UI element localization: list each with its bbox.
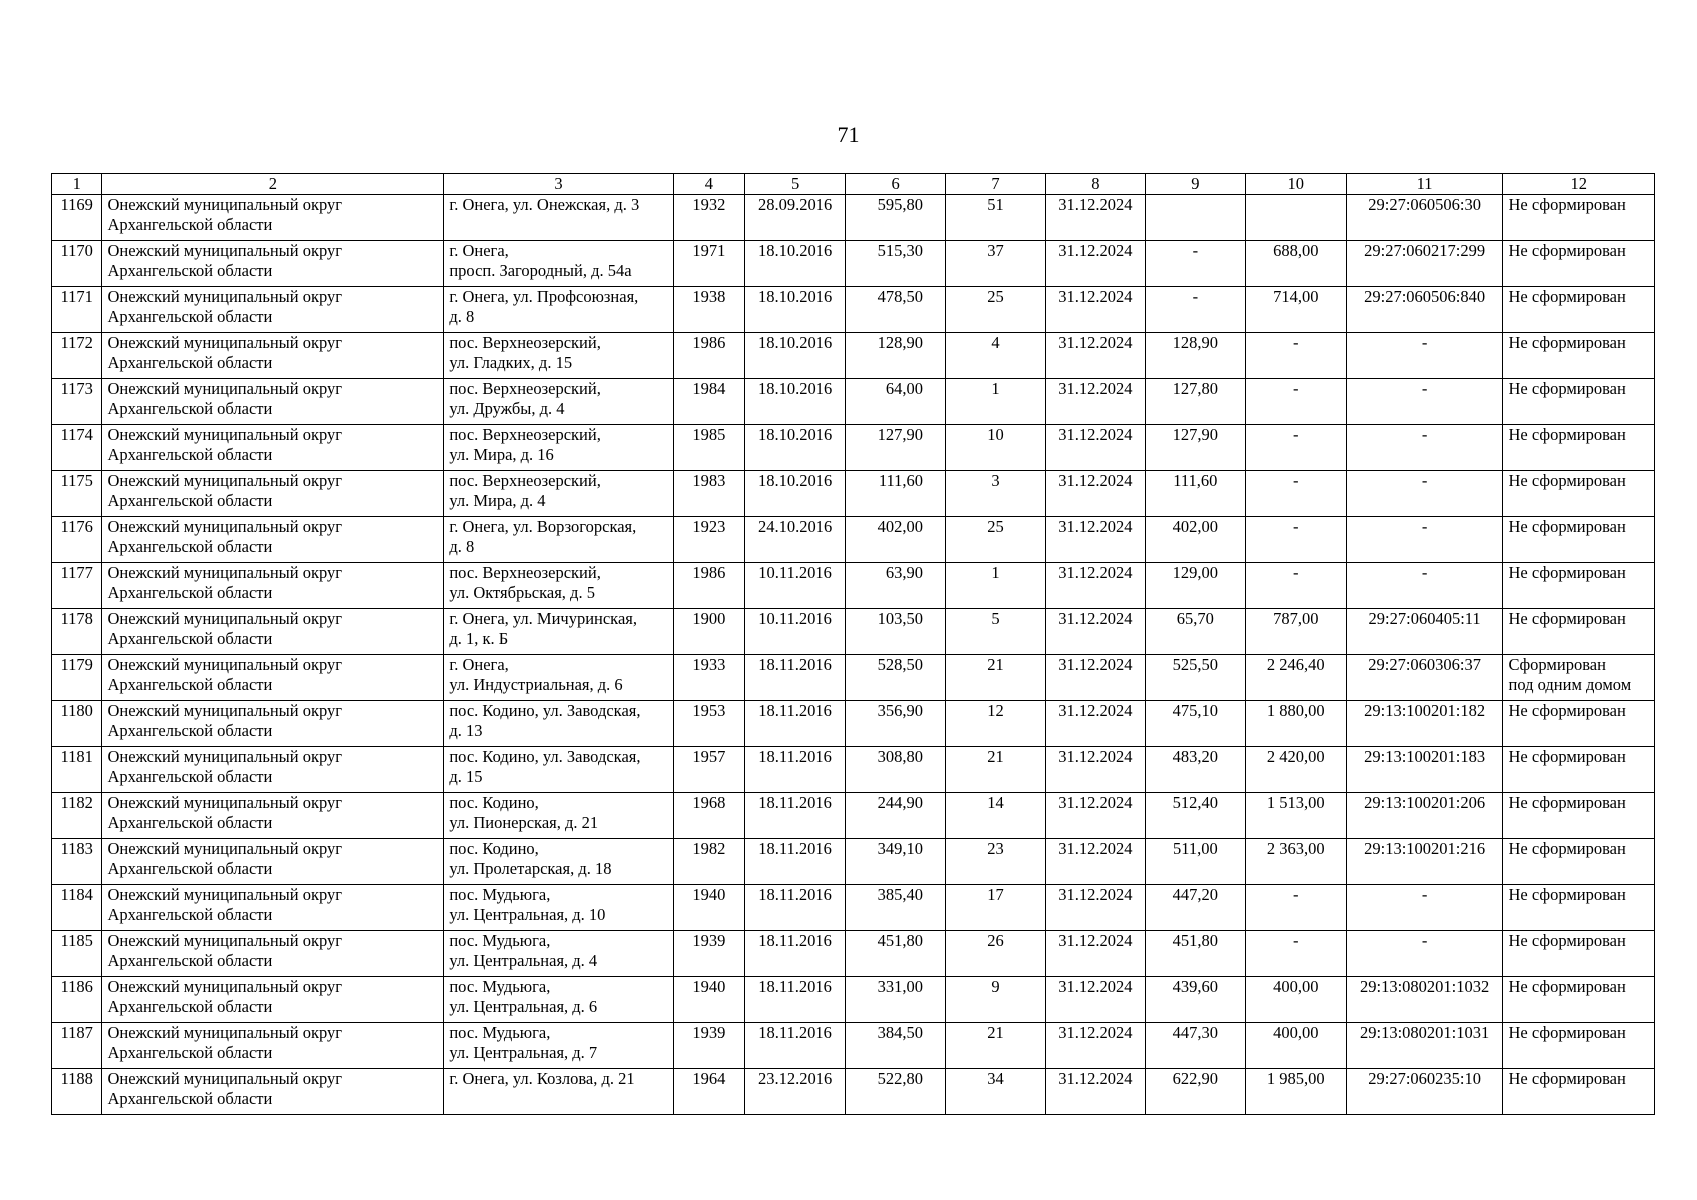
deadline-cell: 31.12.2024 (1045, 379, 1145, 425)
address-cell: пос. Кодино, ул. Пионерская, д. 21 (444, 793, 673, 839)
plot-status-cell: Не сформирован (1503, 517, 1655, 563)
date-cell: 24.10.2016 (745, 517, 846, 563)
plot-area-cell: 714,00 (1245, 287, 1346, 333)
row-number-cell: 1176 (52, 517, 102, 563)
cadastral-number-cell: 29:27:060235:10 (1346, 1069, 1503, 1115)
land-area-cell: 447,30 (1145, 1023, 1245, 1069)
year-built-cell: 1984 (673, 379, 745, 425)
row-number-cell: 1187 (52, 1023, 102, 1069)
deadline-cell: 31.12.2024 (1045, 839, 1145, 885)
cadastral-number-cell: 29:27:060217:299 (1346, 241, 1503, 287)
plot-status-cell: Не сформирован (1503, 747, 1655, 793)
address-cell: пос. Верхнеозерский, ул. Дружбы, д. 4 (444, 379, 673, 425)
land-area-cell: 65,70 (1145, 609, 1245, 655)
deadline-cell: 31.12.2024 (1045, 517, 1145, 563)
table-row (52, 241, 1655, 287)
row-number-cell: 1178 (52, 609, 102, 655)
cadastral-number-cell: 29:27:060306:37 (1346, 655, 1503, 701)
cadastral-number-cell: 29:13:080201:1031 (1346, 1023, 1503, 1069)
deadline-cell: 31.12.2024 (1045, 471, 1145, 517)
deadline-cell: 31.12.2024 (1045, 333, 1145, 379)
year-built-cell: 1986 (673, 333, 745, 379)
land-area-cell: 483,20 (1145, 747, 1245, 793)
cadastral-number-cell: 29:27:060506:30 (1346, 195, 1503, 241)
column-number-row (52, 174, 1655, 195)
date-cell: 18.11.2016 (745, 793, 846, 839)
plot-area-cell: - (1245, 471, 1346, 517)
table-row (52, 195, 1655, 241)
cadastral-number-cell: 29:13:100201:183 (1346, 747, 1503, 793)
date-cell: 18.10.2016 (745, 333, 846, 379)
housing-registry-table (51, 173, 1655, 1115)
year-built-cell: 1933 (673, 655, 745, 701)
table-row (52, 471, 1655, 517)
column-number-header: 10 (1245, 174, 1346, 195)
table-row (52, 1023, 1655, 1069)
table-row (52, 977, 1655, 1023)
row-number-cell: 1182 (52, 793, 102, 839)
row-number-cell: 1181 (52, 747, 102, 793)
address-cell: пос. Верхнеозерский, ул. Мира, д. 16 (444, 425, 673, 471)
plot-status-cell: Не сформирован (1503, 563, 1655, 609)
municipality-cell: Онежский муниципальный округ Архангельской области (102, 1023, 444, 1069)
plot-area-cell: 2 420,00 (1245, 747, 1346, 793)
date-cell: 18.11.2016 (745, 747, 846, 793)
plot-status-cell: Не сформирован (1503, 195, 1655, 241)
plot-status-cell: Не сформирован (1503, 1069, 1655, 1115)
area-cell: 128,90 (846, 333, 946, 379)
residents-cell: 1 (946, 379, 1046, 425)
table-row (52, 517, 1655, 563)
row-number-cell: 1186 (52, 977, 102, 1023)
residents-cell: 37 (946, 241, 1046, 287)
cadastral-number-cell: - (1346, 563, 1503, 609)
column-number-header: 1 (52, 174, 102, 195)
row-number-cell: 1184 (52, 885, 102, 931)
municipality-cell: Онежский муниципальный округ Архангельской области (102, 609, 444, 655)
address-cell: пос. Мудьюга, ул. Центральная, д. 10 (444, 885, 673, 931)
year-built-cell: 1985 (673, 425, 745, 471)
plot-status-cell: Не сформирован (1503, 471, 1655, 517)
address-cell: пос. Верхнеозерский, ул. Октябрьская, д. 5 (444, 563, 673, 609)
date-cell: 18.10.2016 (745, 241, 846, 287)
area-cell: 244,90 (846, 793, 946, 839)
address-cell: г. Онега, ул. Ворзогорская, д. 8 (444, 517, 673, 563)
row-number-cell: 1177 (52, 563, 102, 609)
residents-cell: 21 (946, 655, 1046, 701)
area-cell: 385,40 (846, 885, 946, 931)
deadline-cell: 31.12.2024 (1045, 1069, 1145, 1115)
row-number-cell: 1170 (52, 241, 102, 287)
column-number-header: 7 (946, 174, 1046, 195)
column-number-header: 6 (846, 174, 946, 195)
plot-status-cell: Не сформирован (1503, 885, 1655, 931)
residents-cell: 51 (946, 195, 1046, 241)
deadline-cell: 31.12.2024 (1045, 977, 1145, 1023)
table-row (52, 287, 1655, 333)
municipality-cell: Онежский муниципальный округ Архангельской области (102, 701, 444, 747)
deadline-cell: 31.12.2024 (1045, 655, 1145, 701)
address-cell: пос. Верхнеозерский, ул. Гладких, д. 15 (444, 333, 673, 379)
cadastral-number-cell: - (1346, 379, 1503, 425)
date-cell: 18.10.2016 (745, 425, 846, 471)
table-row (52, 379, 1655, 425)
address-cell: пос. Мудьюга, ул. Центральная, д. 4 (444, 931, 673, 977)
column-number-header: 3 (444, 174, 673, 195)
year-built-cell: 1986 (673, 563, 745, 609)
cadastral-number-cell: 29:13:100201:216 (1346, 839, 1503, 885)
table-row (52, 885, 1655, 931)
land-area-cell: 402,00 (1145, 517, 1245, 563)
area-cell: 331,00 (846, 977, 946, 1023)
cadastral-number-cell: 29:27:060405:11 (1346, 609, 1503, 655)
year-built-cell: 1971 (673, 241, 745, 287)
row-number-cell: 1172 (52, 333, 102, 379)
deadline-cell: 31.12.2024 (1045, 1023, 1145, 1069)
address-cell: пос. Мудьюга, ул. Центральная, д. 7 (444, 1023, 673, 1069)
area-cell: 64,00 (846, 379, 946, 425)
residents-cell: 25 (946, 287, 1046, 333)
municipality-cell: Онежский муниципальный округ Архангельской области (102, 241, 444, 287)
row-number-cell: 1180 (52, 701, 102, 747)
date-cell: 18.11.2016 (745, 931, 846, 977)
plot-area-cell (1245, 195, 1346, 241)
year-built-cell: 1939 (673, 931, 745, 977)
plot-status-cell: Не сформирован (1503, 793, 1655, 839)
column-number-header: 2 (102, 174, 444, 195)
municipality-cell: Онежский муниципальный округ Архангельской области (102, 977, 444, 1023)
cadastral-number-cell: - (1346, 931, 1503, 977)
plot-area-cell: 2 246,40 (1245, 655, 1346, 701)
address-cell: пос. Мудьюга, ул. Центральная, д. 6 (444, 977, 673, 1023)
area-cell: 478,50 (846, 287, 946, 333)
area-cell: 103,50 (846, 609, 946, 655)
area-cell: 356,90 (846, 701, 946, 747)
plot-status-cell: Не сформирован (1503, 425, 1655, 471)
year-built-cell: 1983 (673, 471, 745, 517)
area-cell: 349,10 (846, 839, 946, 885)
address-cell: г. Онега, ул. Онежская, д. 3 (444, 195, 673, 241)
area-cell: 111,60 (846, 471, 946, 517)
residents-cell: 17 (946, 885, 1046, 931)
plot-area-cell: - (1245, 425, 1346, 471)
municipality-cell: Онежский муниципальный округ Архангельской области (102, 471, 444, 517)
table-row (52, 1069, 1655, 1115)
residents-cell: 25 (946, 517, 1046, 563)
plot-area-cell: - (1245, 885, 1346, 931)
residents-cell: 10 (946, 425, 1046, 471)
address-cell: г. Онега, ул. Индустриальная, д. 6 (444, 655, 673, 701)
area-cell: 384,50 (846, 1023, 946, 1069)
row-number-cell: 1169 (52, 195, 102, 241)
date-cell: 18.11.2016 (745, 1023, 846, 1069)
row-number-cell: 1183 (52, 839, 102, 885)
year-built-cell: 1900 (673, 609, 745, 655)
municipality-cell: Онежский муниципальный округ Архангельской области (102, 563, 444, 609)
column-number-header: 8 (1045, 174, 1145, 195)
date-cell: 18.10.2016 (745, 379, 846, 425)
table-row (52, 609, 1655, 655)
residents-cell: 4 (946, 333, 1046, 379)
land-area-cell: - (1145, 287, 1245, 333)
year-built-cell: 1940 (673, 885, 745, 931)
deadline-cell: 31.12.2024 (1045, 701, 1145, 747)
land-area-cell: 111,60 (1145, 471, 1245, 517)
plot-status-cell: Не сформирован (1503, 241, 1655, 287)
address-cell: г. Онега, ул. Профсоюзная, д. 8 (444, 287, 673, 333)
year-built-cell: 1968 (673, 793, 745, 839)
table-row (52, 793, 1655, 839)
deadline-cell: 31.12.2024 (1045, 563, 1145, 609)
plot-area-cell: 400,00 (1245, 977, 1346, 1023)
year-built-cell: 1938 (673, 287, 745, 333)
address-cell: пос. Кодино, ул. Пролетарская, д. 18 (444, 839, 673, 885)
land-area-cell: 128,90 (1145, 333, 1245, 379)
plot-status-cell: Не сформирован (1503, 931, 1655, 977)
municipality-cell: Онежский муниципальный округ Архангельской области (102, 885, 444, 931)
land-area-cell: 447,20 (1145, 885, 1245, 931)
plot-area-cell: - (1245, 379, 1346, 425)
area-cell: 451,80 (846, 931, 946, 977)
deadline-cell: 31.12.2024 (1045, 793, 1145, 839)
plot-status-cell: Не сформирован (1503, 701, 1655, 747)
cadastral-number-cell: - (1346, 517, 1503, 563)
deadline-cell: 31.12.2024 (1045, 241, 1145, 287)
table-row (52, 747, 1655, 793)
cadastral-number-cell: - (1346, 425, 1503, 471)
municipality-cell: Онежский муниципальный округ Архангельской области (102, 747, 444, 793)
deadline-cell: 31.12.2024 (1045, 747, 1145, 793)
residents-cell: 5 (946, 609, 1046, 655)
plot-area-cell: 1 513,00 (1245, 793, 1346, 839)
address-cell: пос. Кодино, ул. Заводская, д. 13 (444, 701, 673, 747)
table-row (52, 333, 1655, 379)
residents-cell: 12 (946, 701, 1046, 747)
deadline-cell: 31.12.2024 (1045, 931, 1145, 977)
area-cell: 63,90 (846, 563, 946, 609)
year-built-cell: 1953 (673, 701, 745, 747)
column-number-header: 12 (1503, 174, 1655, 195)
municipality-cell: Онежский муниципальный округ Архангельской области (102, 425, 444, 471)
area-cell: 528,50 (846, 655, 946, 701)
year-built-cell: 1982 (673, 839, 745, 885)
deadline-cell: 31.12.2024 (1045, 885, 1145, 931)
municipality-cell: Онежский муниципальный округ Архангельской области (102, 287, 444, 333)
row-number-cell: 1179 (52, 655, 102, 701)
row-number-cell: 1173 (52, 379, 102, 425)
area-cell: 595,80 (846, 195, 946, 241)
plot-status-cell: Не сформирован (1503, 977, 1655, 1023)
address-cell: г. Онега, ул. Козлова, д. 21 (444, 1069, 673, 1115)
municipality-cell: Онежский муниципальный округ Архангельской области (102, 931, 444, 977)
plot-status-cell: Не сформирован (1503, 287, 1655, 333)
cadastral-number-cell: - (1346, 885, 1503, 931)
column-number-header: 9 (1145, 174, 1245, 195)
row-number-cell: 1175 (52, 471, 102, 517)
year-built-cell: 1940 (673, 977, 745, 1023)
deadline-cell: 31.12.2024 (1045, 609, 1145, 655)
year-built-cell: 1939 (673, 1023, 745, 1069)
row-number-cell: 1185 (52, 931, 102, 977)
table-row (52, 655, 1655, 701)
plot-status-cell: Не сформирован (1503, 839, 1655, 885)
row-number-cell: 1188 (52, 1069, 102, 1115)
cadastral-number-cell: 29:13:080201:1032 (1346, 977, 1503, 1023)
residents-cell: 34 (946, 1069, 1046, 1115)
plot-area-cell: 787,00 (1245, 609, 1346, 655)
land-area-cell: 439,60 (1145, 977, 1245, 1023)
cadastral-number-cell: - (1346, 333, 1503, 379)
plot-area-cell: 1 985,00 (1245, 1069, 1346, 1115)
municipality-cell: Онежский муниципальный округ Архангельской области (102, 839, 444, 885)
deadline-cell: 31.12.2024 (1045, 425, 1145, 471)
residents-cell: 23 (946, 839, 1046, 885)
date-cell: 18.10.2016 (745, 287, 846, 333)
residents-cell: 14 (946, 793, 1046, 839)
address-cell: пос. Верхнеозерский, ул. Мира, д. 4 (444, 471, 673, 517)
date-cell: 18.11.2016 (745, 655, 846, 701)
date-cell: 18.11.2016 (745, 701, 846, 747)
area-cell: 522,80 (846, 1069, 946, 1115)
land-area-cell (1145, 195, 1245, 241)
land-area-cell: 622,90 (1145, 1069, 1245, 1115)
municipality-cell: Онежский муниципальный округ Архангельской области (102, 333, 444, 379)
date-cell: 28.09.2016 (745, 195, 846, 241)
plot-area-cell: - (1245, 517, 1346, 563)
residents-cell: 26 (946, 931, 1046, 977)
address-cell: г. Онега, просп. Загородный, д. 54а (444, 241, 673, 287)
column-number-header: 5 (745, 174, 846, 195)
row-number-cell: 1174 (52, 425, 102, 471)
area-cell: 515,30 (846, 241, 946, 287)
table-row (52, 425, 1655, 471)
plot-area-cell: 1 880,00 (1245, 701, 1346, 747)
plot-status-cell: Сформирован под одним домом (1503, 655, 1655, 701)
area-cell: 127,90 (846, 425, 946, 471)
residents-cell: 21 (946, 1023, 1046, 1069)
land-area-cell: - (1145, 241, 1245, 287)
land-area-cell: 525,50 (1145, 655, 1245, 701)
plot-area-cell: - (1245, 333, 1346, 379)
residents-cell: 1 (946, 563, 1046, 609)
plot-status-cell: Не сформирован (1503, 609, 1655, 655)
cadastral-number-cell: 29:13:100201:182 (1346, 701, 1503, 747)
deadline-cell: 31.12.2024 (1045, 195, 1145, 241)
area-cell: 308,80 (846, 747, 946, 793)
table-row (52, 839, 1655, 885)
table-body (52, 195, 1655, 1115)
date-cell: 18.10.2016 (745, 471, 846, 517)
cadastral-number-cell: 29:27:060506:840 (1346, 287, 1503, 333)
cadastral-number-cell: 29:13:100201:206 (1346, 793, 1503, 839)
plot-area-cell: 2 363,00 (1245, 839, 1346, 885)
area-cell: 402,00 (846, 517, 946, 563)
municipality-cell: Онежский муниципальный округ Архангельской области (102, 1069, 444, 1115)
address-cell: пос. Кодино, ул. Заводская, д. 15 (444, 747, 673, 793)
municipality-cell: Онежский муниципальный округ Архангельской области (102, 793, 444, 839)
residents-cell: 21 (946, 747, 1046, 793)
date-cell: 10.11.2016 (745, 563, 846, 609)
date-cell: 18.11.2016 (745, 839, 846, 885)
column-number-header: 11 (1346, 174, 1503, 195)
plot-status-cell: Не сформирован (1503, 1023, 1655, 1069)
date-cell: 23.12.2016 (745, 1069, 846, 1115)
municipality-cell: Онежский муниципальный округ Архангельской области (102, 379, 444, 425)
residents-cell: 9 (946, 977, 1046, 1023)
year-built-cell: 1964 (673, 1069, 745, 1115)
land-area-cell: 127,80 (1145, 379, 1245, 425)
year-built-cell: 1932 (673, 195, 745, 241)
plot-area-cell: - (1245, 931, 1346, 977)
address-cell: г. Онега, ул. Мичуринская, д. 1, к. Б (444, 609, 673, 655)
land-area-cell: 129,00 (1145, 563, 1245, 609)
table-row (52, 701, 1655, 747)
land-area-cell: 511,00 (1145, 839, 1245, 885)
deadline-cell: 31.12.2024 (1045, 287, 1145, 333)
table-row (52, 563, 1655, 609)
table-row (52, 931, 1655, 977)
land-area-cell: 475,10 (1145, 701, 1245, 747)
row-number-cell: 1171 (52, 287, 102, 333)
municipality-cell: Онежский муниципальный округ Архангельской области (102, 655, 444, 701)
residents-cell: 3 (946, 471, 1046, 517)
plot-status-cell: Не сформирован (1503, 379, 1655, 425)
land-area-cell: 451,80 (1145, 931, 1245, 977)
plot-status-cell: Не сформирован (1503, 333, 1655, 379)
land-area-cell: 512,40 (1145, 793, 1245, 839)
date-cell: 10.11.2016 (745, 609, 846, 655)
date-cell: 18.11.2016 (745, 885, 846, 931)
cadastral-number-cell: - (1346, 471, 1503, 517)
municipality-cell: Онежский муниципальный округ Архангельской области (102, 195, 444, 241)
municipality-cell: Онежский муниципальный округ Архангельской области (102, 517, 444, 563)
plot-area-cell: - (1245, 563, 1346, 609)
year-built-cell: 1923 (673, 517, 745, 563)
land-area-cell: 127,90 (1145, 425, 1245, 471)
page-number: 71 (837, 122, 860, 147)
plot-area-cell: 688,00 (1245, 241, 1346, 287)
column-number-header: 4 (673, 174, 745, 195)
plot-area-cell: 400,00 (1245, 1023, 1346, 1069)
year-built-cell: 1957 (673, 747, 745, 793)
date-cell: 18.11.2016 (745, 977, 846, 1023)
